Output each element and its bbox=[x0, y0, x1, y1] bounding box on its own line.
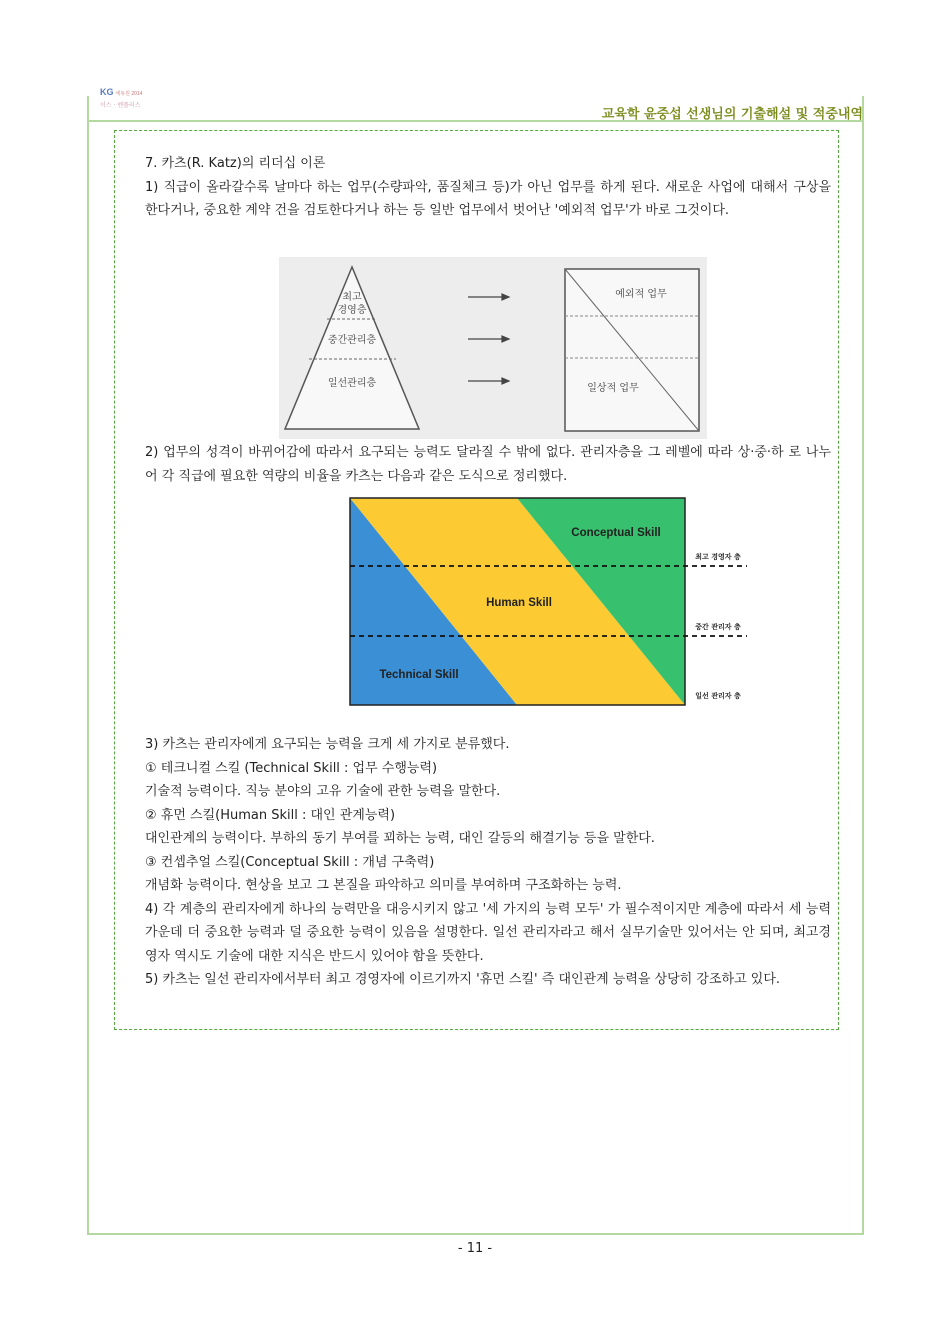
skills-line-1: 3) 카츠는 관리자에게 요구되는 능력을 크게 세 가지로 분류했다. bbox=[145, 737, 510, 752]
paragraph-4: 4) 각 계층의 관리자에게 하나의 능력만을 대응시키지 않고 '세 가지의 능력 모두' 가 필수적이지만 계층에 따라서 세 능력 가운데 더 중요한 능력과 덜 중요한 능력이 있음을 설명한다. 일선 관리자라고 해서 실무기술만 있어서는 안 되며, 최고경영자 역시도 기술에 대한 지식은 반드시 있어야 함을 뜻한다. bbox=[145, 901, 831, 964]
skills-text-block bbox=[145, 733, 831, 992]
logo-line1: 에듀원 2014 bbox=[115, 91, 143, 97]
middle-level-label: 중간 관리자 층 bbox=[695, 623, 741, 631]
top-level-label: 최고 경영자 층 bbox=[695, 553, 741, 561]
conceptual-skill-label: Conceptual Skill bbox=[571, 527, 661, 539]
skills-line-2: ① 테크니컬 스킬 (Technical Skill : 업무 수행능력) bbox=[145, 760, 438, 776]
pyramid-label-bottom: 일선관리층 bbox=[327, 378, 377, 389]
bottom-level-label: 일선 관리자 층 bbox=[695, 692, 741, 700]
routine-work-label: 일상적 업무 bbox=[587, 383, 639, 394]
skills-line-6: ③ 컨셉추얼 스킬(Conceptual Skill : 개념 구축력) bbox=[145, 854, 435, 870]
skills-line-4: ② 휴먼 스킬(Human Skill : 대인 관계능력) bbox=[145, 807, 396, 823]
skills-line-3: 기술적 능력이다. 직능 분야의 고유 기술에 관한 능력을 말한다. bbox=[145, 784, 501, 799]
paragraph-5: 5) 카츠는 일선 관리자에서부터 최고 경영자에 이르기까지 '휴먼 스킬' 즉 대인관계 능력을 상당히 강조하고 있다. bbox=[145, 972, 781, 987]
task-chart bbox=[565, 269, 699, 431]
human-skill-label: Human Skill bbox=[486, 597, 552, 609]
arrows bbox=[468, 294, 509, 384]
technical-skill-label: Technical Skill bbox=[379, 669, 459, 681]
section-title: 7. 카츠(R. Katz)의 리더십 이론 bbox=[145, 156, 326, 171]
paragraph-2: 2) 업무의 성격이 바뀌어감에 따라서 요구되는 능력도 달라질 수 밖에 없다. 관리자층을 그 레벨에 따라 상·중·하 로 나누어 각 직급에 필요한 역량의 비율을 카츠는 다음과 같은 도식으로 정리했다. bbox=[145, 445, 831, 484]
page-number: - 11 - bbox=[457, 1241, 493, 1256]
logo-line2: 이스 · 벤플러스 bbox=[100, 102, 141, 109]
intro-text bbox=[145, 152, 831, 223]
pyramid-label-top2: 경영층 bbox=[337, 305, 367, 316]
management-level-figure bbox=[279, 257, 707, 439]
katz-skill-diagram bbox=[347, 495, 760, 710]
logo-brand: KG bbox=[100, 87, 114, 97]
paragraph-2-block bbox=[145, 441, 831, 488]
skills-line-7: 개념화 능력이다. 현상을 보고 그 본질을 파악하고 의미를 부여하며 구조화하는 능력. bbox=[145, 878, 622, 893]
pyramid-label-middle: 중간관리층 bbox=[327, 335, 377, 346]
header-title: 교육학 윤중섭 선생님의 기출해설 및 적중내역 bbox=[601, 107, 863, 122]
skills-line-5: 대인관계의 능력이다. 부하의 동기 부여를 꾀하는 능력, 대인 갈등의 해결기능 등을 말한다. bbox=[145, 831, 655, 846]
paragraph-1: 1) 직급이 올라갈수록 날마다 하는 업무(수량파악, 품질체크 등)가 아닌 업무를 하게 된다. 새로운 사업에 대해서 구상을 한다거나, 중요한 계약 건을 검토한다거나 하는 등 일반 업무에서 벗어난 '예외적 업무'가 바로 그것이다. bbox=[145, 179, 831, 218]
pyramid bbox=[285, 267, 419, 429]
header-divider bbox=[87, 120, 864, 122]
exceptional-work-label: 예외적 업무 bbox=[615, 289, 667, 300]
pyramid-label-top1: 최고 bbox=[342, 292, 362, 303]
